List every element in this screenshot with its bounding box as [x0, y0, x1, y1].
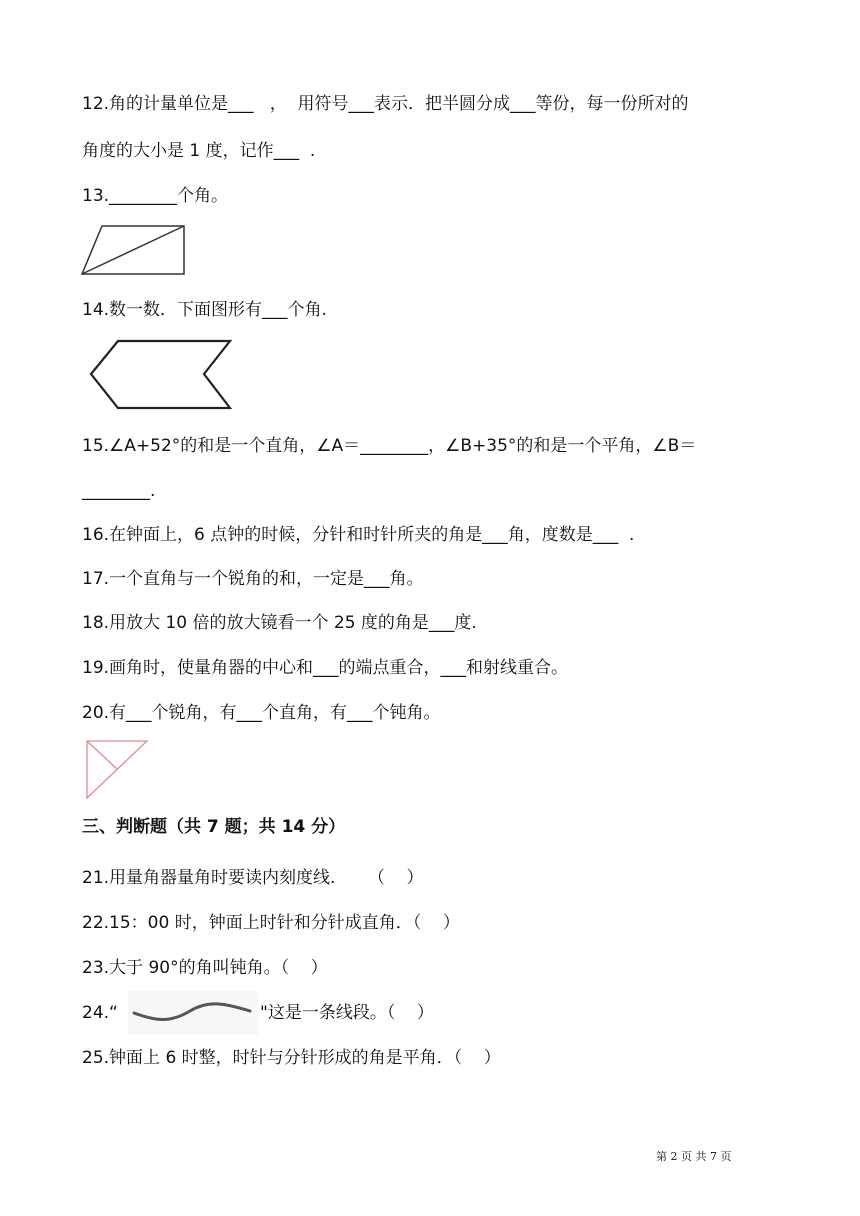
- question-12-line2: 角度的大小是 1 度，记作___ .: [82, 141, 316, 161]
- triangle-angles-figure: [84, 738, 150, 802]
- question-16: 16.在钟面上，6 点钟的时候，分针和时针所夹的角是___角，度数是___ .: [82, 525, 635, 545]
- question-23: 23.大于 90°的角叫钝角。（ ）: [82, 958, 328, 978]
- question-15-line2: ________.: [82, 481, 156, 501]
- question-12-line1: 12.角的计量单位是___ ， 用符号___表示．把半圆分成___等份，每一份所对的: [82, 94, 689, 114]
- section-3-title: 三、判断题（共 7 题；共 14 分）: [82, 817, 346, 837]
- question-13: 13.________个角。: [82, 186, 229, 206]
- question-15-line1: 15.∠A+52°的和是一个直角，∠A＝________，∠B+35°的和是一个平角，∠B＝: [82, 436, 697, 456]
- question-25: 25.钟面上 6 时整，时针与分针形成的角是平角．（ ）: [82, 1048, 501, 1068]
- question-14: 14.数一数．下面图形有___个角.: [82, 300, 327, 320]
- question-24-suffix: "这是一条线段。（ ）: [260, 1003, 434, 1023]
- question-18: 18.用放大 10 倍的放大镜看一个 25 度的角是___度.: [82, 613, 477, 633]
- curve-line-image: [128, 991, 258, 1035]
- question-20: 20.有___个锐角，有___个直角，有___个钝角。: [82, 703, 441, 723]
- parallelogram-figure: [80, 224, 186, 278]
- question-19: 19.画角时，使量角器的中心和___的端点重合，___和射线重合。: [82, 658, 569, 678]
- arrow-pentagon-figure: [88, 338, 234, 412]
- question-22: 22.15：00 时，钟面上时针和分针成直角．（ ）: [82, 913, 460, 933]
- question-17: 17.一个直角与一个锐角的和，一定是___角。: [82, 569, 424, 589]
- question-24-prefix: 24.“: [82, 1003, 118, 1023]
- question-21: 21.用量角器量角时要读内刻度线. （ ）: [82, 868, 424, 888]
- page-footer: 第 2 页 共 7 页: [656, 1150, 732, 1163]
